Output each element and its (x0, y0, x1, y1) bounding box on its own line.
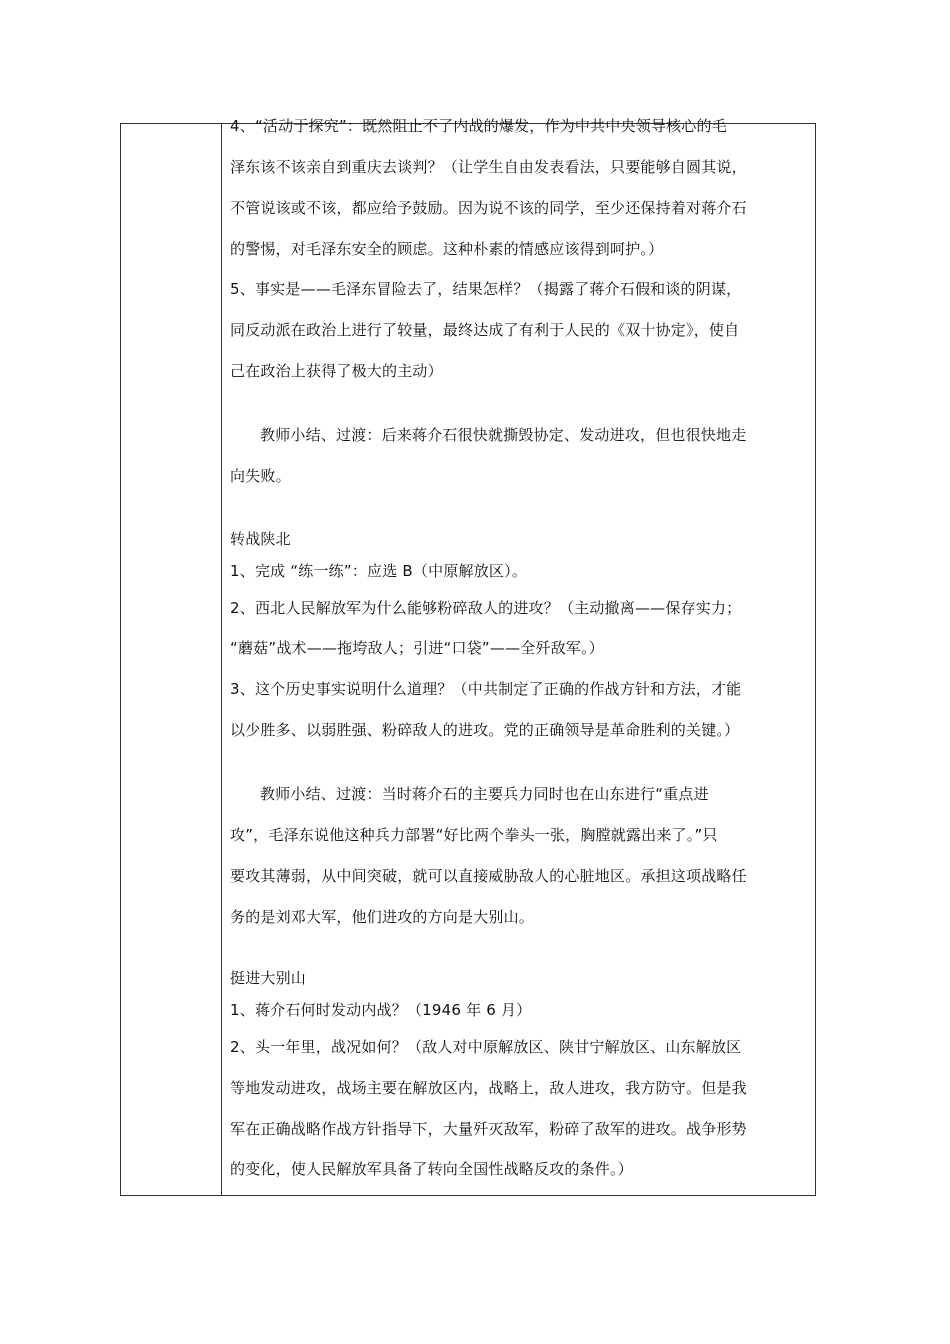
text-line: 3、这个历史事实说明什么道理？（中共制定了正确的作战方针和方法，才能 (230, 680, 742, 698)
text-line: 4、“活动于探究”：既然阻止不了内战的爆发，作为中共中央领导核心的毛 (230, 117, 727, 135)
lesson-table (120, 117, 816, 1196)
summary-line: 攻”，毛泽东说他这种兵力部署“好比两个拳头一张，胸膛就露出来了。”只 (230, 826, 718, 844)
text-line: 的警惕，对毛泽东安全的顾虑。这种朴素的情感应该得到呵护。） (230, 240, 664, 258)
text-line: 1、蒋介石何时发动内战？（1946 年 6 月） (230, 1001, 532, 1019)
table-left-column (121, 124, 222, 1195)
text-line: 的变化，使人民解放军具备了转向全国性战略反攻的条件。） (230, 1160, 633, 1178)
text-line: 1、完成 “练一练”：应选 B（中原解放区）。 (230, 562, 528, 580)
text-line: “蘑菇”战术——拖垮敌人；引进“口袋”——全歼敌军。） (230, 639, 604, 657)
section-heading: 挺进大别山 (230, 969, 307, 987)
summary-line: 务的是刘邓大军，他们进攻的方向是大别山。 (230, 908, 535, 926)
summary-line: 教师小结、过渡：后来蒋介石很快就撕毁协定、发动进攻，但也很快地走 (260, 426, 747, 444)
text-line: 军在正确战略作战方针指导下，大量歼灭敌军，粉碎了敌军的进攻。战争形势 (230, 1120, 747, 1138)
text-line: 等地发动进攻，战场主要在解放区内，战略上，敌人进攻，我方防守。但是我 (230, 1079, 747, 1097)
text-line: 不管说该或不该，都应给予鼓励。因为说不该的同学，至少还保持着对蒋介石 (230, 199, 747, 217)
summary-line: 教师小结、过渡：当时蒋介石的主要兵力同时也在山东进行“重点进 (260, 785, 709, 803)
text-line: 泽东该不该亲自到重庆去谈判？（让学生自由发表看法，只要能够自圆其说， (230, 158, 747, 176)
summary-line: 向失败。 (230, 467, 291, 485)
text-line: 2、头一年里，战况如何？（敌人对中原解放区、陕甘宁解放区、山东解放区 (230, 1038, 742, 1056)
summary-line: 要攻其薄弱，从中间突破，就可以直接威胁敌人的心脏地区。承担这项战略任 (230, 867, 747, 885)
text-line: 己在政治上获得了极大的主动） (230, 362, 443, 380)
section-heading: 转战陕北 (230, 530, 291, 548)
text-line: 5、事实是——毛泽东冒险去了，结果怎样？（揭露了蒋介石假和谈的阴谋， (230, 280, 742, 298)
text-line: 2、西北人民解放军为什么能够粉碎敌人的进攻？（主动撤离——保存实力； (230, 599, 742, 617)
text-line: 以少胜多、以弱胜强、粉碎敌人的进攻。党的正确领导是革命胜利的关键。） (230, 721, 740, 739)
text-line: 同反动派在政治上进行了较量，最终达成了有利于人民的《双十协定》，使自 (230, 321, 740, 339)
